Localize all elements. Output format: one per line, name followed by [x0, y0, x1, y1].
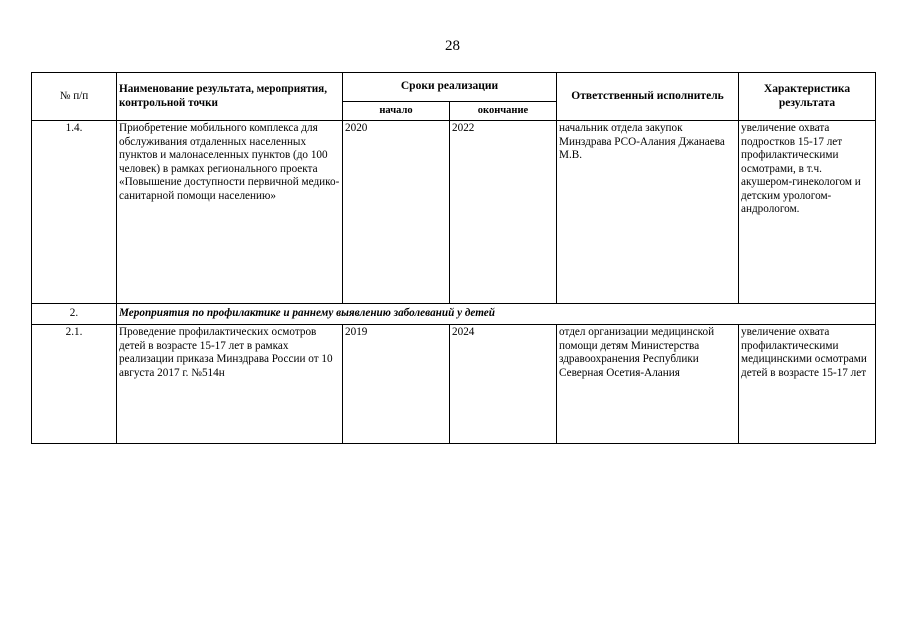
table-row [32, 325, 876, 444]
header-end: окончание [450, 102, 557, 121]
header-row-top [32, 73, 876, 102]
row-characteristic: увеличение охвата подростков 15-17 лет профилактическими осмотрами, в т.ч. акушером-гинекологом и детским урологом-андрологом. [739, 121, 876, 304]
row-responsible: отдел организации медицинской помощи детям Министерства здравоохранения Республики Северная Осетия-Алания [557, 325, 739, 444]
row-end: 2022 [450, 121, 557, 304]
plan-table [31, 72, 876, 444]
table-row [32, 121, 876, 304]
row-name: Приобретение мобильного комплекса для обслуживания отдаленных населенных пунктов и малонаселенных пунктов (до 100 человек) в рамках регионального проекта «Повышение доступности первичной медико-санитарной помощи населению» [117, 121, 343, 304]
row-start: 2019 [343, 325, 450, 444]
header-characteristic: Характеристика результата [739, 73, 876, 121]
section-num: 2. [32, 304, 117, 325]
header-name: Наименование результата, мероприятия, контрольной точки [117, 73, 343, 121]
row-name: Проведение профилактических осмотров детей в возрасте 15-17 лет в рамках реализации приказа Минздрава России от 10 августа 2017 г. №514н [117, 325, 343, 444]
row-num: 1.4. [32, 121, 117, 304]
header-start: начало [343, 102, 450, 121]
section-title: Мероприятия по профилактике и раннему выявлению заболеваний у детей [117, 304, 876, 325]
row-num: 2.1. [32, 325, 117, 444]
header-responsible: Ответственный исполнитель [557, 73, 739, 121]
row-responsible: начальник отдела закупок Минздрава РСО-Алания Джанаева М.В. [557, 121, 739, 304]
row-start: 2020 [343, 121, 450, 304]
header-dates: Сроки реализации [343, 73, 557, 102]
page-number: 28 [445, 38, 460, 54]
header-num: № п/п [32, 73, 117, 121]
row-characteristic: увеличение охвата профилактическими медицинскими осмотрами детей в возрасте 15-17 лет [739, 325, 876, 444]
row-end: 2024 [450, 325, 557, 444]
section-row [32, 304, 876, 325]
